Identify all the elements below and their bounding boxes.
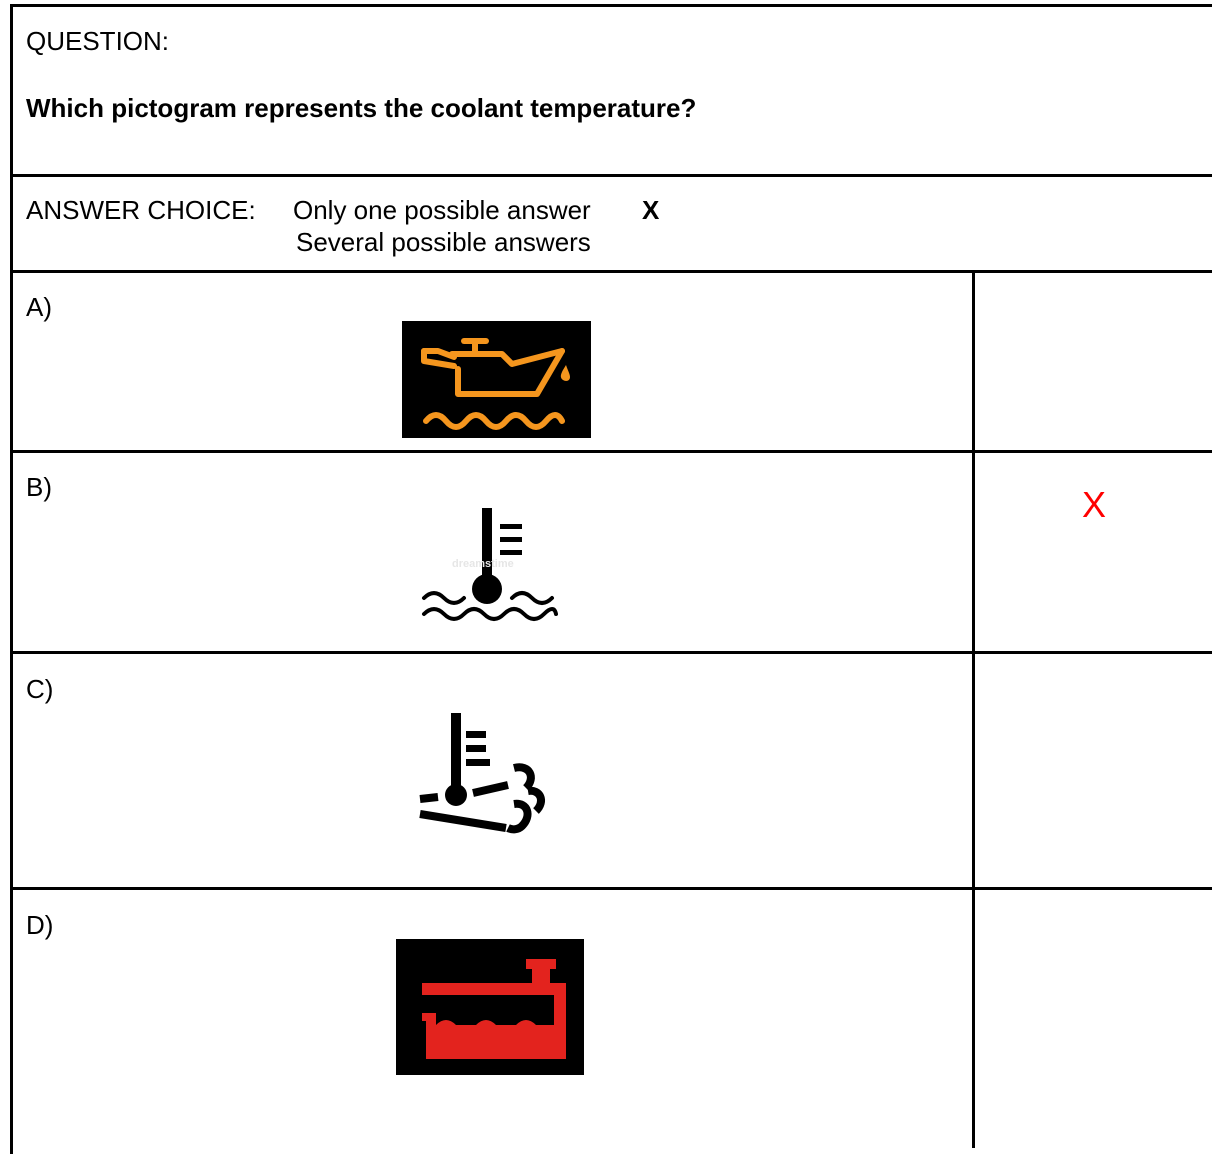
exhaust-temperature-icon — [418, 711, 564, 843]
coolant-temperature-icon — [420, 506, 564, 624]
svg-text:dreamstime: dreamstime — [452, 558, 514, 570]
oil-pressure-icon — [402, 321, 591, 438]
question-label: QUESTION: — [26, 26, 170, 56]
answer-choice-single-mark: X — [642, 195, 660, 225]
coolant-level-icon — [396, 939, 584, 1075]
option-c-letter: C) — [26, 674, 54, 704]
divider-option-b — [10, 651, 1212, 654]
answer-choice-label: ANSWER CHOICE: — [26, 195, 256, 225]
question-text: Which pictogram represents the coolant temperature? — [26, 93, 697, 123]
option-d-letter: D) — [26, 910, 54, 940]
divider-option-c — [10, 887, 1212, 890]
answer-column-divider — [972, 270, 975, 1148]
divider-answer-choice — [10, 270, 1212, 273]
option-a-letter: A) — [26, 292, 52, 322]
divider-option-a — [10, 450, 1212, 453]
divider-question — [10, 174, 1212, 177]
option-b-mark[interactable]: X — [1082, 484, 1107, 525]
option-b-letter: B) — [26, 472, 52, 502]
answer-choice-multiple: Several possible answers — [296, 227, 591, 257]
answer-choice-single: Only one possible answer — [293, 195, 591, 225]
